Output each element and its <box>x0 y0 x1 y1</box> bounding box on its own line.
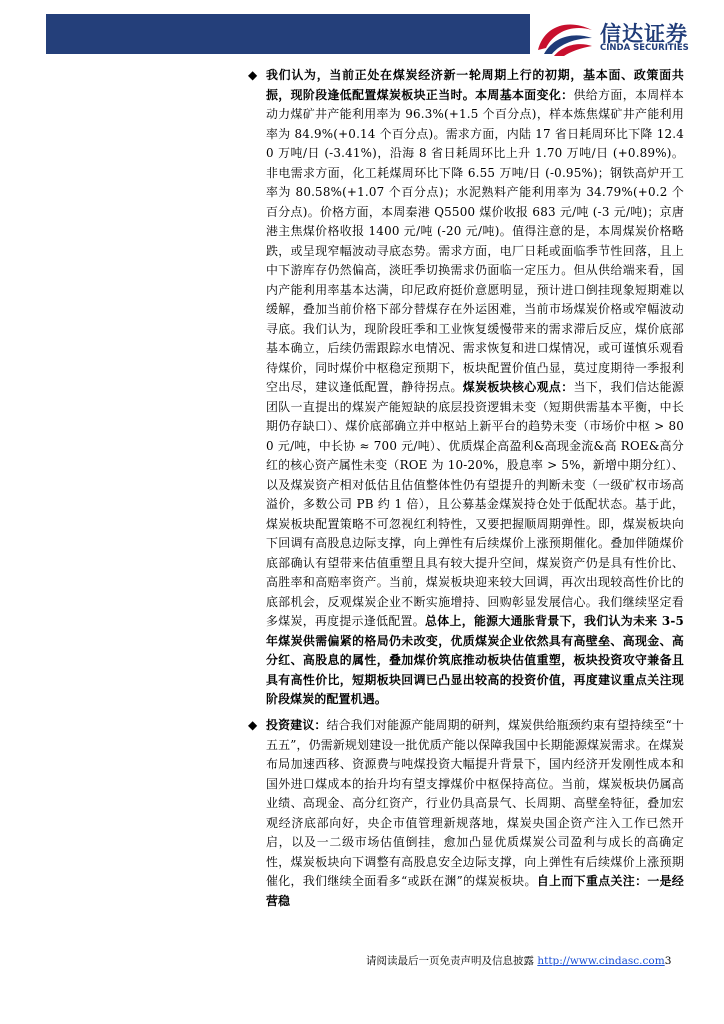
logo-chinese-name: 信达证券 <box>600 22 688 46</box>
diamond-bullet-icon: ◆ <box>248 718 258 732</box>
overall-conclusion: 总体上，能源大通胀背景下，我们认为未来 3-5 年煤炭供需偏紧的格局仍未改变，优质煤炭企业依然具有高壁垒、高现金、高分红、高股息的属性，叠加煤价筑底推动板块估值重塑，板块投资攻守兼备且具有高性价比，短期板块回调已凸显出较高的投资价值，再度建议重点关注现阶段煤炭的配置机遇。 <box>266 614 684 706</box>
page-number: 3 <box>664 955 672 967</box>
logo-english-name: CINDA SECURITIES <box>600 43 689 53</box>
disclaimer-note: 请阅读最后一页免责声明及信息披露 <box>366 955 538 967</box>
investment-advice-paragraph <box>266 716 684 911</box>
investment-advice-label: 投资建议： <box>266 718 327 732</box>
market-view-paragraph <box>266 66 684 710</box>
market-view-section <box>248 66 684 710</box>
diamond-bullet-icon: ◆ <box>248 68 258 82</box>
fundamentals-text: 供给方面，本周样本动力煤矿井产能利用率为 96.3%(+1.5 个百分点)，样本炼焦煤矿井产能利用率为 84.9%(+0.14 个百分点)。需求方面，内陆 17 省日耗周环比下降 12.40 万吨/日 (-3.41%)，沿海 8 省日耗周环比上升 1.70 万吨/日 (+0.89%)。非电需求方面，化工耗煤周环比下降 6.55 万吨/日 (-0.95%)；钢铁高炉开工率为 80.58%(+1.07 个百分点)；水泥熟料产能利用率为 34.79%(+0.2 个百分点)。价格方面，本周秦港 Q5500 煤价收报 683 元/吨 (-3 元/吨)；京唐港主焦煤价格收报 1400 元/吨 (-20 元/吨)。值得注意的是，本周煤炭价格略跌，或呈现窄幅波动寻底态势。需求方面，电厂日耗或面临季节性回落，且上中下游库存仍然偏高，淡旺季切换需求仍面临一定压力。但从供给端来看，国内产能利用率基本达满，印尼政府挺价意愿明显，预计进口倒挂现象短期难以缓解，叠加当前价格下部分替煤存在外运困难，当前市场煤炭价格或窄幅波动寻底。我们认为，现阶段旺季和工业恢复缓慢带来的需求滞后反应，煤价底部基本确立，后续仍需跟踪水电情况、需求恢复和进口煤情况，或可谨慎乐观看待煤价，同时煤价中枢稳定预期下，板块配置价值凸显，莫过度期待一季报利空出尽，建议逢低配置，静待拐点。 <box>266 87 684 394</box>
core-view-label: 煤炭板块核心观点： <box>462 380 574 394</box>
investment-advice-text: 结合我们对能源产能周期的研判，煤炭供给瓶颈约束有望持续至“十五五”，仍需新规划建设一批优质产能以保障我国中长期能源煤炭需求。在煤炭布局加速西移、资源费与吨煤投资大幅提升背景下，国内经济开发刚性成本和国外进口煤成本的抬升均有望支撑煤价中枢保持高位。当前，煤炭板块仍属高业绩、高现金、高分红资产，行业仍具高景气、长周期、高壁垒特征，叠加宏观经济底部向好，央企市值管理新规落地，煤炭央国企资产注入工作已然开启，以及一二级市场估值倒挂，愈加凸显优质煤炭公司盈利与成长的高确定性，煤炭板块向下调整有高股息安全边际支撑，向上弹性有后续煤价上涨预期催化，我们继续全面看多“或跃在渊”的煤炭板块。 <box>266 718 684 888</box>
market-view-lead: 我们认为，当前正处在煤炭经济新一轮周期上行的初期，基本面、政策面共振，现阶段逢低配置煤炭板块正当时。本周基本面变化： <box>266 68 684 102</box>
core-view-text: 当下，我们信达能源团队一直提出的煤炭产能短缺的底层投资逻辑未变（短期供需基本平衡，中长期仍存缺口）、煤价底部确立并中枢站上新平台的趋势未变（市场价中枢 > 800 元/吨，中长协 ≈ 700 元/吨）、优质煤企高盈利&高现金流&高 ROE&高分红的核心资产属性未变（ROE 为 10-20%，股息率 > 5%，新增中期分红）、以及煤炭资产相对低估且估值整体性仍有望提升的判断未变（一级矿权市场高溢价，多数公司 PB 约 1 倍），且公募基金煤炭持仓处于低配状态。基于此，煤炭板块配置策略不可忽视红利特性，又要把握顺周期弹性。即，煤炭板块向下回调有高股息边际支撑，向上弹性有后续煤价上涨预期催化。叠加伴随煤价底部确认有望带来估值重塑且具有较大提升空间，煤炭资产仍是具有性价比、高胜率和高赔率资产。当前，煤炭板块迎来较大回调，再次出现较高性价比的底部机会，反观煤炭企业不断实施增持、回购彰显发展信心。我们继续坚定看多煤炭，再度提示逢低配置。 <box>266 380 684 628</box>
focus-lead: 自上而下重点关注：一是经营稳 <box>266 874 684 908</box>
logo-swirl-icon <box>534 14 596 56</box>
header-bar <box>46 14 530 54</box>
investment-advice-section <box>248 716 684 911</box>
page-footer <box>366 953 671 968</box>
website-link[interactable]: http://www.cindasc.com <box>537 955 665 967</box>
cinda-logo <box>532 14 712 56</box>
